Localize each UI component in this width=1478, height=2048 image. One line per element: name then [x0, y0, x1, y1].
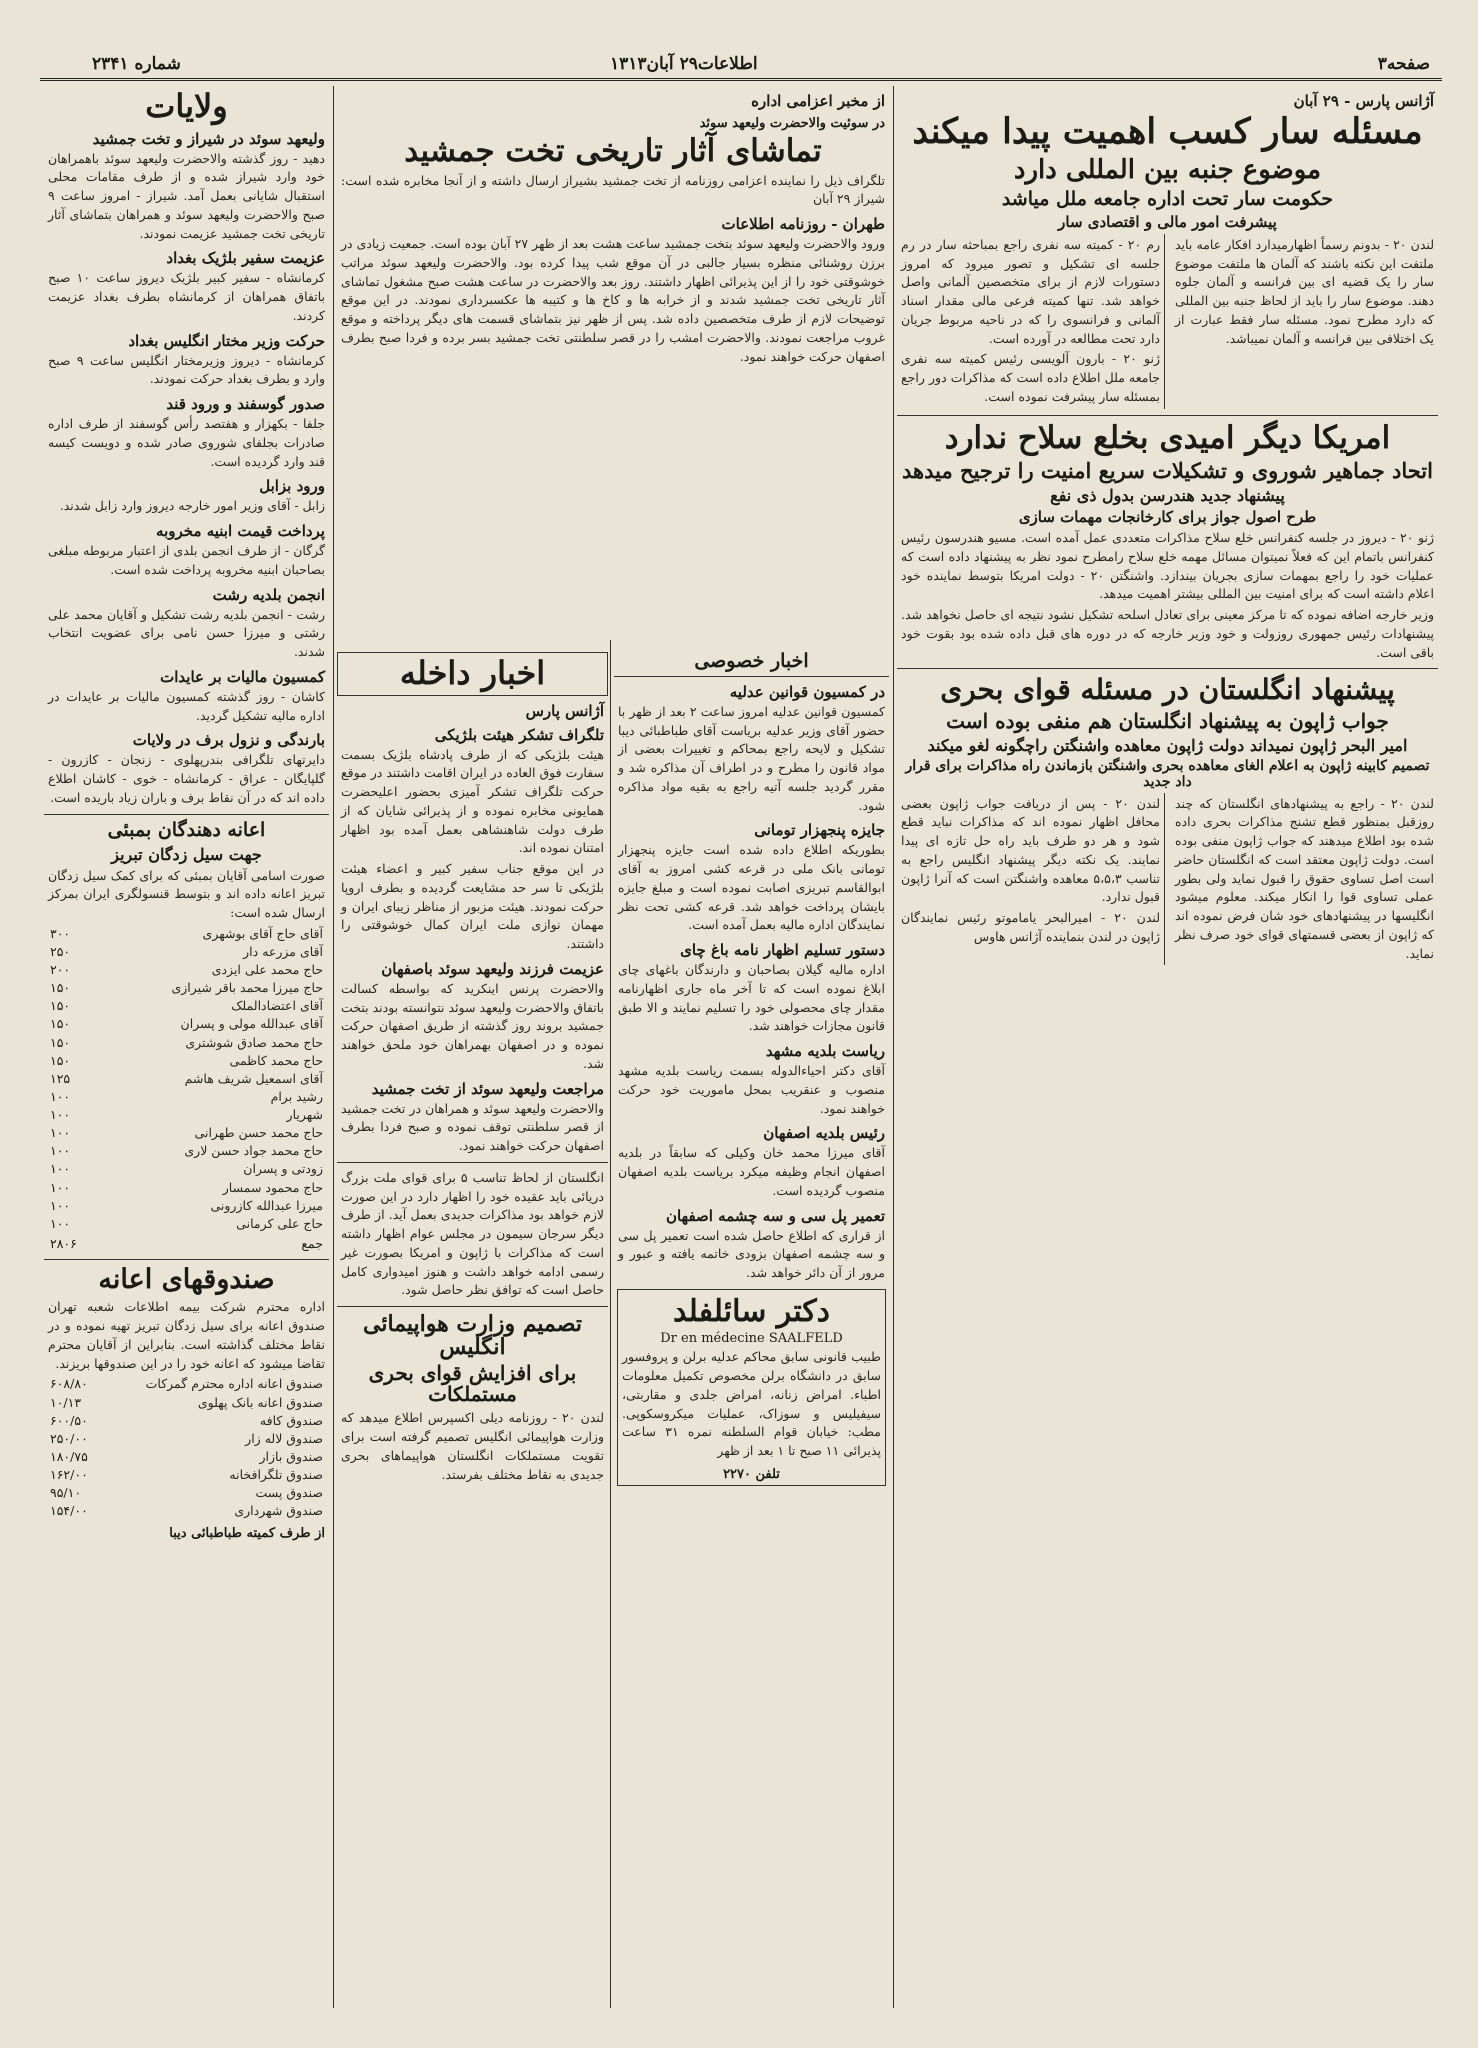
article-body: لندن ۲۰ - بدونم رسماً اظهارمیدارد افکار عامه باید ملتفت این نکته باشند که آلمان ها ملتفت موضوع سار را یک قضیه ای بین فرانسه و آلمان جلوه دهند. موضوع سار را باید از لحاظ جنبه بین المللی که دارد مطرح نمود. مسئله سار فقط عبارت از یک اختلافی بین فرانسه و آلمان نمیباشد.	[1175, 236, 1434, 346]
news-heading: حرکت وزیر مختار انگلیس بغداد	[128, 331, 325, 350]
news-heading: عزیمت سفیر بلژیک بغداد	[166, 249, 325, 268]
article-body: ژنو ۲۰ - بارون آلویسی رئیس کمیته سه نفری جامعه ملل اطلاع داده است که مذاکرات دور راجع بمسئله سار پیشرفت نموده است.	[901, 351, 1161, 404]
news-body: دهید - روز گذشته والاحضرت ولیعهد سوئد باهمراهان خود وارد شیراز شده و از طرف مقامات محلی استقبال شایانی بعمل آمد. شیراز - امروز ساعت ۹ صبح والاحضرت ولیعهد سوئد و همراهان بتماشای آثار تاریخی تخت جمشید عزیمت نمودند.	[48, 150, 325, 241]
news-heading: انجمن بلدیه رشت	[212, 585, 325, 604]
article-intro: تلگراف ذیل را نماینده اعزامی روزنامه از تخت جمشید بشیراز ارسال داشته و از آنجا مخابره شده است: شیراز ۲۹ آبان	[341, 172, 885, 207]
kicker: از مخبر اعزامی اداره	[751, 92, 885, 110]
news-body: اداره مالیه گیلان بصاحبان و دارندگان باغهای چای ابلاغ نموده است که تا آخر ماه جاری اظهارنامه مقدار چای محصولی خود را تسلیم نمایند و الا طبق قانون مجازات خواهند شد.	[618, 962, 885, 1034]
item-name: حاج محمد کاظمی	[229, 1052, 323, 1068]
item-amount: ۱۵۴/۰۰	[50, 1503, 88, 1519]
item-amount: ۱۲۵	[50, 1070, 71, 1086]
item-amount: ۱۵۰	[50, 1016, 71, 1032]
article-body: لندن ۲۰ - پس از دریافت جواب ژاپون بعضی محافل اظهار نموده اند که مذاکرات نباید قطع شود و هر دو طرف باید راه حل تازه ای پیدا نمایند. یک نکته دیگر پیشنهاد انگلیس راجع به تناسب ۵،۵،۳ معاهده واشنگتن است که آنرا ژاپون قبول ندارد.	[901, 795, 1161, 905]
article-body: وزیر خارجه اضافه نموده که تا مرکز معینی برای تعادل اسلحه تشکیل نشود نتیجه ای حاصل نخواهد شد. پیشنهادات رئیس جمهوری روزولت و خود وزیر خارجه که در دوره های قبل داده شده بود بقوت خود باقی است.	[901, 607, 1434, 660]
item-name: صندوق لاله زار	[245, 1430, 323, 1446]
item-amount: ۳۰۰	[50, 925, 71, 941]
news-heading: پرداخت قیمت ابنیه مخروبه	[156, 522, 325, 541]
item-name: آقای اعتضادالملک	[231, 998, 323, 1014]
news-body: اداره محترم شرکت بیمه اطلاعات شعبه تهران صندوق اعانه برای سیل زدگان تبریز تهیه نموده و در نقاط مختلف گذاشته است. بنابراین از آقایان محترم تقاضا میشود که اعانه خود را در این صندوقها بریزند.	[48, 1299, 325, 1371]
news-body: هیئت بلژیکی که از طرف پادشاه بلژیک بسمت سفارت فوق العاده در ایران اقامت داشتند در موقع حرکت تلگراف تشکر آمیزی بحضور اعلیحضرت همایونی مخابره نموده و از پذیرائی شایان که از طرف دولت شاهنشاهی بعمل آمده بود اظهار امتنان نموده اند.	[341, 746, 604, 856]
list-item	[50, 1070, 323, 1088]
news-body: کمسیون قوانین عدلیه امروز ساعت ۲ بعد از ظهر با حضور آقای وزیر عدلیه بریاست آقای طباطبائی دیبا تشکیل و لایحه راجع بمحاکم و تغییرات بعضی از مواد قانون را مطرح و در اطراف آن مذاکره شد و مقرر گردید جلسه آتیه راجع به بقیه مواد مذاکره شود.	[618, 703, 885, 813]
item-amount: ۱۸۰/۷۵	[50, 1448, 88, 1464]
list-item	[50, 1106, 323, 1124]
list-item	[50, 925, 323, 943]
headline-persepolis: تماشای آثار تاریخی تخت جمشید	[404, 133, 822, 169]
list-item	[50, 1197, 323, 1215]
item-name: رشید برام	[270, 1088, 323, 1104]
donor-intro: صورت اسامی آقایان بمبئی که برای کمک سیل زدگان تبریز اعانه داده اند و بتوسط قنسولگری ایران بمرکز ارسال شده است:	[48, 867, 325, 921]
item-name: حاج میرزا محمد باقر شیرازی	[171, 980, 323, 996]
column-provinces	[44, 86, 329, 2008]
issue-number: شماره ۲۳۴۱	[92, 54, 181, 74]
list-item	[50, 1448, 323, 1466]
item-name: صندوق پست	[255, 1485, 323, 1501]
headline-naval: پیشنهاد انگلستان در مسئله قوای بحری	[940, 673, 1395, 707]
subhead: اتحاد جماهیر شوروی و تشکیلات سریع امنیت را ترجیح میدهد	[902, 458, 1433, 484]
news-heading: کمسیون مالیات بر عایدات	[160, 667, 325, 686]
column-rule	[610, 640, 611, 2008]
ad-title: دکتر سائلفلد	[672, 1293, 831, 1329]
donor-total	[50, 1235, 323, 1253]
list-item	[50, 1052, 323, 1070]
list-item	[50, 1215, 323, 1233]
list-item	[50, 1160, 323, 1178]
list-item	[50, 1015, 323, 1033]
list-item	[50, 1179, 323, 1197]
column-rule	[893, 86, 894, 2008]
item-amount: ۱۶۲/۰۰	[50, 1467, 88, 1482]
item-amount: ۹۵/۱۰	[50, 1485, 82, 1501]
item-amount: ۱۵۰	[50, 1052, 71, 1068]
item-amount: ۶۰۸/۸۰	[50, 1376, 88, 1392]
list-item	[50, 1034, 323, 1052]
item-name: آقای حاج آقای بوشهری	[202, 925, 323, 941]
item-name: حاج محمود سمسار	[222, 1179, 323, 1195]
subhead: موضوع جنبه بین المللی دارد	[1013, 154, 1322, 185]
masthead: اطلاعات۲۹ آبان۱۳۱۳	[610, 54, 758, 74]
list-item	[50, 979, 323, 997]
section-title: اخبار خصوصی	[614, 652, 889, 677]
ad-body: طبیب قانونی سابق محاکم عدلیه برلن و پروفسور سابق در دانشگاه برلن مخصوص تکمیل معلومات اطباء. امراض زنانه، امراض جلدی و مقاربتی، سیفیلیس و سوزاک، عملیات میکروسکوپی. مطب: خیابان قوام السلطنه نمره ۳۱ ساعت پذیرائی ۱۱ صبح تا ۱ بعد از ظهر	[622, 1349, 882, 1459]
list-item	[50, 1430, 323, 1448]
section-title: اخبار داخله	[337, 652, 608, 696]
footer-note: از طرف کمیته طباطبائی دیبا	[169, 1526, 325, 1542]
news-body: گرگان - از طرف انجمن بلدی از اعتبار مربوطه مبلغی بصاحبان ابنیه مخروبه پرداخت شده است.	[48, 543, 325, 577]
total-amount: ۲۸۰۶	[50, 1235, 77, 1251]
article-body: لندن ۲۰ - راجع به پیشنهادهای انگلستان که چند روزقبل بمنظور قطع تشنج مذاکرات بحری داده شده بود اطلاع میدهند که جواب ژاپون منفی بوده است. دولت ژاپون معتقد است که انگلستان حاضر است اصل تساوی حقوق را قبول نماید ولی بطور عملی تساوی قوا را انکار میکند. معلوم میشود انگلیسها در پیشنهادهای خود شان فرض نموده اند که ژاپون از بعضی قسمتهای قوای خود صرف نظر نماید.	[1175, 795, 1434, 961]
subhead: طرح اصول جواز برای کارخانجات مهمات سازی	[1018, 508, 1317, 527]
subhead: جواب ژاپون به پیشنهاد انگلستان هم منفی بوده است	[946, 708, 1389, 733]
news-heading: رئیس بلدیه اصفهان	[763, 1124, 885, 1143]
subhead: طهران - روزنامه اطلاعات	[721, 215, 885, 234]
news-heading: صدور گوسفند و ورود قند	[166, 395, 325, 414]
item-amount: ۱۰۰	[50, 1161, 71, 1177]
list-item	[50, 1502, 323, 1520]
news-heading: ریاست بلدیه مشهد	[765, 1042, 885, 1061]
item-name: صندوق کافه	[259, 1412, 323, 1428]
news-heading: تلگراف تشکر هیئت بلژیکی	[434, 725, 604, 744]
headline-saar: مسئله سار کسب اهمیت پیدا میکند	[912, 111, 1423, 152]
item-amount: ۲۵۰/۰۰	[50, 1430, 88, 1446]
news-heading: ولیعهد سوئد در شیراز و تخت جمشید	[92, 129, 325, 148]
item-name: صندوق شهرداری	[234, 1503, 323, 1519]
news-heading: تعمیر پل سی و سه چشمه اصفهان	[665, 1206, 885, 1225]
item-name: حاج محمد حسن طهرانی	[194, 1125, 323, 1141]
item-name: زودتی و پسران	[243, 1161, 323, 1177]
donation-box-list	[50, 1375, 323, 1520]
list-item	[50, 943, 323, 961]
doctor-advertisement	[617, 1289, 886, 1486]
column-rule	[333, 86, 334, 2008]
news-heading: در کمسیون قوانین عدلیه	[729, 682, 885, 701]
section-title: ولایات	[145, 87, 228, 125]
subhead: پیشنهاد جدید هندرسن بدول ذی نفع	[1050, 486, 1285, 506]
item-name: آقای اسمعیل شریف هاشم	[184, 1070, 323, 1086]
news-body: کرمانشاه - سفیر کبیر بلژیک دیروز ساعت ۱۰ صبح باتفاق همراهان از کرمانشاه بطرف بغداد عزیمت کردند.	[48, 270, 325, 323]
news-body: والاحضرت ولیعهد سوئد و همراهان در تخت جمشید از قصر سلطنتی توقف نموده و صبح فردا بطرف اصفهان حرکت خواهند نمود.	[341, 1100, 604, 1154]
news-body: بطوریکه اطلاع داده شده است جایزه پنجهزار تومانی بانک ملی در قرعه کشی امروز به آقای ابوالقاسم تبریزی اصابت نموده است و مبلغ جایزه بایشان پرداخت خواهد شد. قرعه کشی تحت نظر نمایندگان اداره مالیه بعمل آمده است.	[618, 842, 885, 933]
item-amount: ۱۵۰	[50, 1034, 71, 1050]
news-body: آقای دکتر احیاءالدوله بسمت ریاست بلدیه مشهد منصوب و عنقریب بمحل ماموریت خود حرکت خواهند نمود.	[618, 1063, 885, 1116]
header-rule	[40, 78, 1442, 85]
item-amount: ۱۰۰	[50, 1197, 71, 1213]
list-item	[50, 1466, 323, 1484]
item-name: حاج محمد جواد حسن لاری	[184, 1143, 323, 1159]
list-item	[50, 961, 323, 979]
list-item	[50, 1142, 323, 1160]
news-body: آقای میرزا محمد خان وکیلی که سابقاً در بلدیه اصفهان انجام وظیفه میکرد بریاست بلدیه اصفهان منصوب گردیده است.	[618, 1145, 885, 1198]
article-body: ورود والاحضرت ولیعهد سوئد بتخت جمشید ساعت هشت بعد از ظهر ۲۷ آبان بوده است. جمعیت زیادی در برزن روشنائی منظره بسیار جالبی در آن موقع شب پیدا کرده بود. والاحضرت ولیعهد سوئد مراتب خوشوقتی خود را از این پذیرائی اظهار داشتند. روز بعد والاحضرت در ساعت هشت صبح مشغول تماشای آثار تاریخی تخت جمشید شدند و از خرابه ها و کاخ ها و کتیبه ها عکسبرداری نمودند. در این موقع توضیحات لازم از طرف متخصصین داده شد. پس از ظهر نیز بتماشای قسمت های دیگر پرداخته و موقع غروب مراجعت نمودند. والاحضرت امشب را در قصر سلطنتی تخت جمشید بسر برده و فردا صبح بطرف اصفهان حرکت خواهند نمود.	[341, 236, 885, 364]
ad-phone: تلفن ۲۲۷۰	[723, 1466, 780, 1482]
page-label: صفحه۳	[1377, 54, 1430, 74]
news-body: از قراری که اطلاع حاصل شده است تعمیر پل سی و سه چشمه اصفهان بزودی خاتمه یافته و عبور و مرور از آن دائر خواهد شد.	[618, 1227, 885, 1281]
list-item	[50, 1394, 323, 1412]
item-amount: ۶۰۰/۵۰	[50, 1412, 88, 1428]
column-world-news	[897, 86, 1438, 2008]
list-item	[50, 1412, 323, 1430]
agency-dateline: آژانس پارس	[525, 701, 604, 720]
headline-air-ministry: تصمیم وزارت هواپیمائی انگلیس	[363, 1311, 582, 1361]
total-label: جمع	[301, 1235, 323, 1251]
news-body: زابل - آقای وزیر امور خارجه دیروز وارد زابل شدند.	[59, 498, 325, 514]
item-amount: ۱۰۰	[50, 1088, 71, 1104]
item-name: حاج علی کرمانی	[236, 1215, 323, 1231]
item-name: صندوق تلگرافخانه	[229, 1467, 323, 1482]
section-title: اعانه دهندگان بمبئی	[107, 818, 266, 841]
news-heading: مراجعت ولیعهد سوئد از تخت جمشید	[371, 1079, 604, 1098]
item-name: شهریار	[286, 1107, 323, 1123]
item-amount: ۲۰۰	[50, 962, 71, 978]
news-heading: دستور تسلیم اظهار نامه باغ چای	[680, 941, 885, 960]
news-body: دایرتهای تلگرافی بندرپهلوی - زنجان - کازرون - گلپایگان - عراق - کرمانشاه - خوی - کاشان اطلاع داده اند که در آن نقاط برف و باران زیاد باریده است.	[48, 752, 325, 805]
section-title: صندوقهای اعانه	[98, 1264, 275, 1296]
item-name: صندوق اعانه اداره محترم گمرکات	[145, 1376, 323, 1392]
article-body: لندن ۲۰ - امیرالبحر یاماموتو رئیس نمایندگان ژاپون در لندن بنماینده آژانس هاوس	[901, 910, 1161, 944]
item-amount: ۱۰۰	[50, 1143, 71, 1159]
news-body: کرمانشاه - دیروز وزیرمختار انگلیس ساعت ۹ صبح وارد و بطرف بغداد حرکت نمودند.	[48, 352, 325, 387]
item-name: آقای عبدالله مولی و پسران	[180, 1016, 323, 1032]
subhead: امیر البحر ژاپون نمیداند دولت ژاپون معاهده واشنگتن راچگونه لغو میکند	[927, 735, 1408, 755]
item-amount: ۱۰۰	[50, 1107, 71, 1123]
news-heading: بارندگی و نزول برف در ولایات	[132, 731, 325, 750]
item-amount: ۱۵۰	[50, 980, 71, 996]
column-private-news	[614, 648, 889, 2008]
list-item	[50, 1088, 323, 1106]
item-name: صندوق بازار	[259, 1448, 323, 1464]
column-persepolis	[337, 86, 889, 626]
news-heading: ورود بزابل	[259, 477, 325, 496]
item-amount: ۱۰۰	[50, 1215, 71, 1231]
news-body: لندن ۲۰ - روزنامه دیلی اکسپرس اطلاع میدهد که وزارت هواپیمائی انگلیس تصمیم گرفته است برای تقویت مستملکات انگلستان هواپیماهای بحری جدیدی به نقاط مختلف بفرستد.	[341, 1410, 605, 1482]
item-name: صندوق اعانه بانک پهلوی	[197, 1394, 323, 1410]
news-body: والاحضرت پرنس اینکرید که بواسطه کسالت باتفاق والاحضرت ولیعهد سوئد نتوانسته بودند بتخت جمشید بروند روز گذشته از طریق اصفهان حرکت نموده و در اصفهان بهمراهان خود ملحق خواهند شد.	[341, 980, 604, 1071]
donor-list	[50, 925, 323, 1233]
article-body: ژنو ۲۰ - دیروز در جلسه کنفرانس خلع سلاح مذاکرات متعددی عمل آمده است. مسیو هندرسون رئیس کنفرانس باتمام این که فعلاً نمیتوان مسائل مهمه خلع سلاح رامطرح نمود نظر به پیشنهاد داده است که عملیات خود را راجع بمهمات سازی بجریان بیندازد. واشنگتن ۲۰ - دولت امریکا بتوسط نماینده خود اعلام داشته است که برای امنیت بین المللی بیشتر اهمیت میدهد.	[901, 530, 1434, 602]
item-amount: ۱۰۰	[50, 1125, 71, 1141]
list-item	[50, 1124, 323, 1142]
subhead: جهت سیل زدگان تبریز	[111, 844, 262, 864]
news-body: انگلستان از لحاظ تناسب ۵ برای قوای ملت بزرگ دریائی باید عقیده خود را اظهار دارد در این صورت لازم خواهد بود مذاکرات جدیدی بعمل آید. از طرف دیگر سرجان سیمون در مجلس عوام اظهار داشته است که مذاکرات با ژاپون و امریکا بصورت غیر رسمی ادامه خواهد داشت و هنوز امیدواری کامل حاصل است که توافق نظر حاصل شود.	[341, 1169, 604, 1298]
headline-air-ministry-2: برای افزایش قوای بحری مستملکات	[368, 1361, 577, 1407]
ad-latin-title: Dr en médecine SAALFELD	[660, 1331, 843, 1347]
item-amount: ۱۵۰	[50, 998, 71, 1014]
list-item	[50, 997, 323, 1015]
item-name: میرزا عبدالله کازرونی	[210, 1197, 323, 1213]
list-item	[50, 1484, 323, 1502]
subhead: حکومت سار تحت اداره جامعه ملل میاشد	[1001, 187, 1334, 210]
news-body: کاشان - روز گذشته کمسیون مالیات بر عایدات در اداره مالیه تشکیل گردید.	[48, 688, 325, 723]
column-internal-news	[337, 648, 608, 2008]
item-name: حاج محمد علی ایزدی	[211, 962, 323, 978]
article-body: رم ۲۰ - کمیته سه نفری راجع بمباحثه سار در رم جلسه ای تشکیل و تصور میرود که امروز دستورات لازم از برای متخصصین آلمانی واصل خواهد شد. تنها کمیته فرعی مالی مقدار اسناد آلمانی و فرانسوی را که در ناحیه مربوط جریان دارد تحت مطالعه در آورده است.	[901, 236, 1161, 346]
news-body: در این موقع جناب سفیر کبیر و اعضاء هیئت بلژیکی تا سر حد مشایعت گردیده و بطرف اروپا حرکت نمودند. هیئت مزبور از مناظر زیبای ایران و مهمان نوازی ملت ایران کمال خوشوقتی را داشتند.	[341, 861, 604, 952]
news-body: جلفا - بکهزار و هفتصد رأس گوسفند از طرف اداره صادرات بجلفای شوروی صادر شده و دویست کیسه قند وارد گردیده است.	[48, 416, 325, 469]
item-name: آقای مزرعه دار	[243, 943, 323, 959]
item-amount: ۲۵۰	[50, 943, 71, 959]
item-amount: ۱۰۰	[50, 1179, 71, 1195]
subhead: تصمیم کابینه ژاپون به اعلام الغای معاهده بحری واشنگتن بازماندن راه مذاکرات برای قرار داد جدید	[905, 757, 1430, 790]
item-amount: ۱۰/۱۳	[50, 1394, 82, 1410]
dateline: آژانس پارس - ۲۹ آبان	[1293, 92, 1434, 110]
item-name: حاج محمد صادق شوشتری	[185, 1034, 323, 1050]
news-heading: عزیمت فرزند ولیعهد سوئد باصفهان	[381, 959, 604, 978]
headline-disarmament: امریکا دیگر امیدی بخلع سلاح ندارد	[944, 419, 1391, 456]
kicker: در سوئیت والاحضرت ولیعهد سوئد	[699, 116, 885, 131]
subhead: پیشرفت امور مالی و اقتصادی سار	[1058, 212, 1277, 231]
news-body: رشت - انجمن بلدیه رشت تشکیل و آقایان محمد علی رشتی و میرزا حسن نامی برای عضویت انتخاب شدند.	[48, 606, 325, 660]
news-heading: جایزه پنجهزار تومانی	[754, 821, 885, 840]
list-item	[50, 1375, 323, 1393]
